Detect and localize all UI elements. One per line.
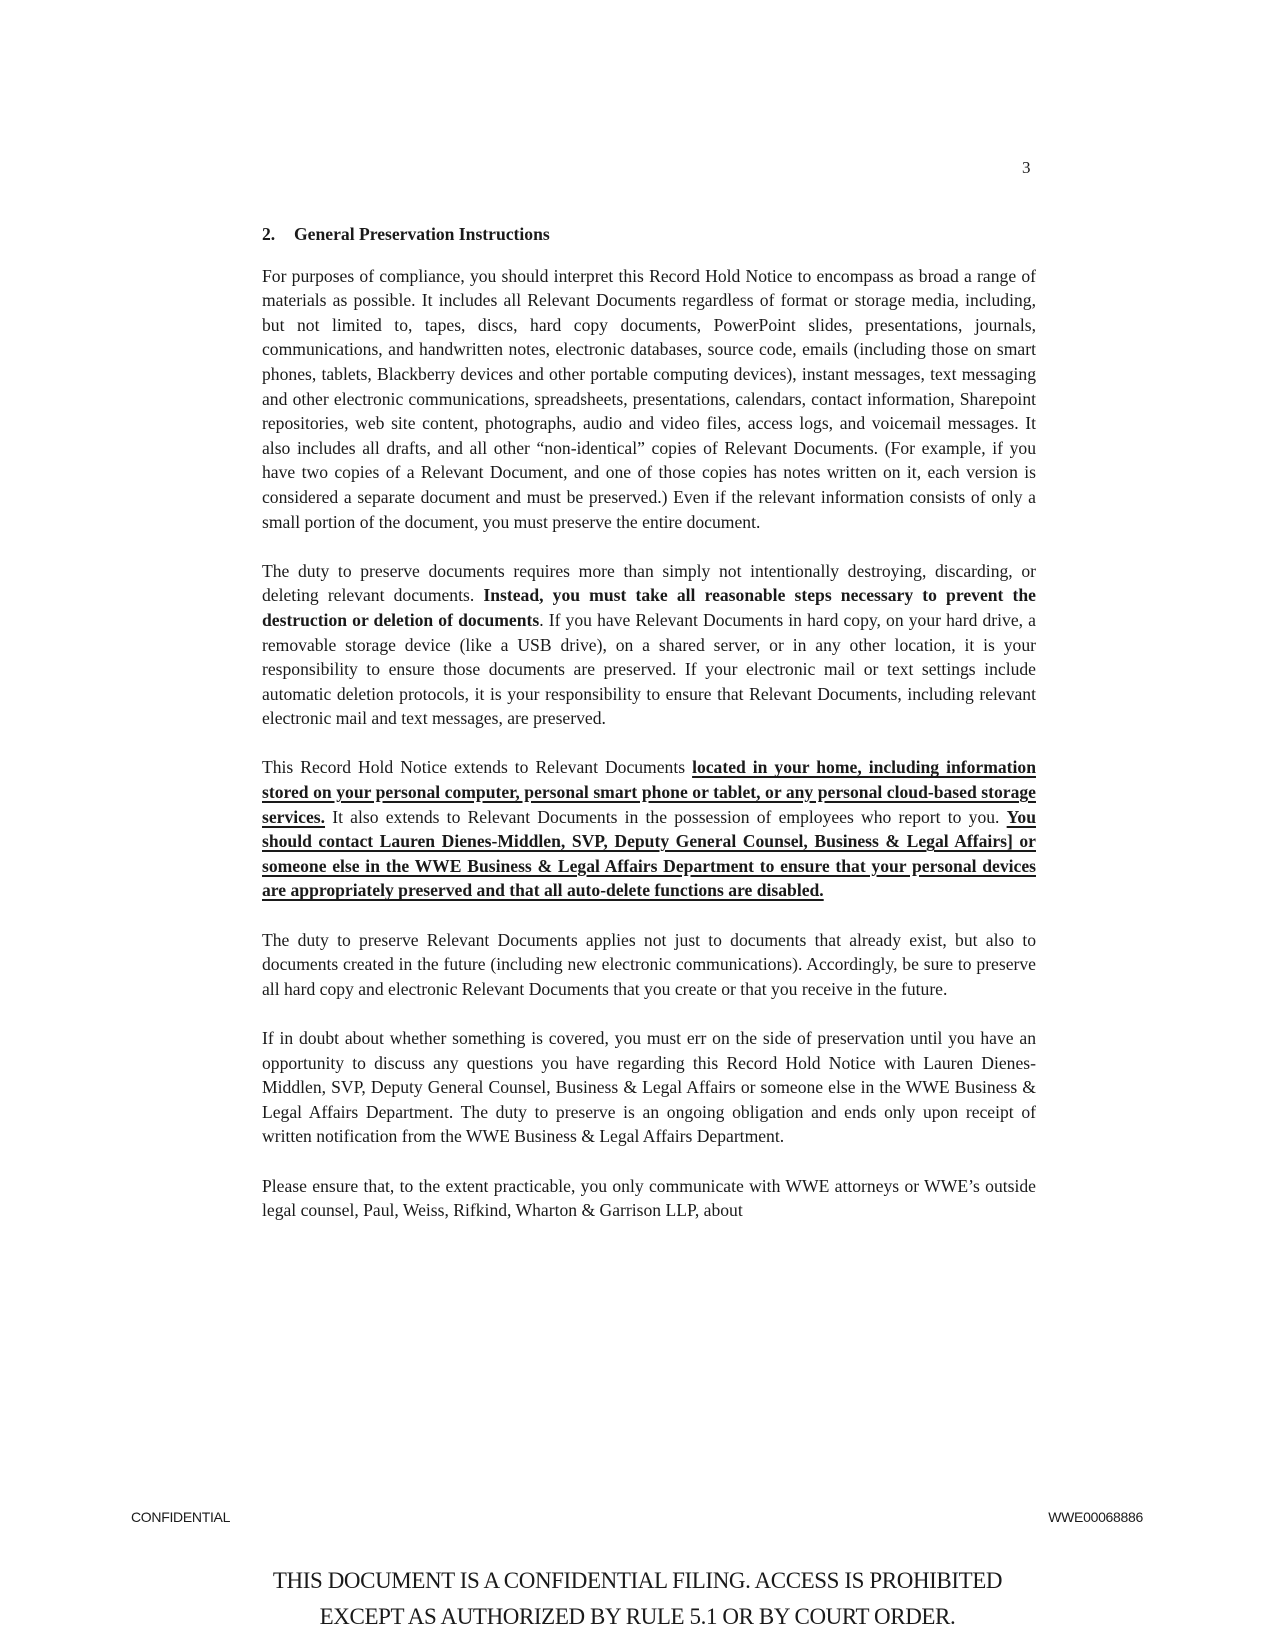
paragraph-personal-devices xyxy=(262,755,1036,903)
emphasis-text: You should contact Lauren Dienes-Middlen, SVP, Deputy General Counsel, Business & Legal Affairs] or someone else in the WWE Business & Legal Affairs Department to ensure that your personal devices are appropriately preserved and that all auto-delete functions are disabled. xyxy=(262,806,1036,901)
text: It also extends to Relevant Documents in the possession of employees who report to you. xyxy=(325,806,1007,827)
text: This Record Hold Notice extends to Relevant Documents xyxy=(262,757,693,778)
emphasis-text: located in your home, including information stored on your personal computer, personal smart phone or tablet, or any personal cloud-based storage services. xyxy=(262,757,1036,827)
paragraph-scope: For purposes of compliance, you should interpret this Record Hold Notice to encompass as broad a range of materials as possible. It includes all Relevant Documents regardless of format or storage media, including, but not limited to, tapes, discs, hard copy documents, PowerPoint slides, presentations, journals, communications, and handwritten notes, electronic databases, source code, emails (including those on smart phones, tablets, Blackberry devices and other portable computing devices), instant messages, text messaging and other electronic communications, spreadsheets, presentations, calendars, contact information, Sharepoint repositories, web site content, photographs, audio and video files, access logs, and voicemail messages. It also includes all drafts, and all other “non-identical” copies of Relevant Documents. (For example, if you have two copies of a Relevant Document, and one of those copies has notes written on it, each version is considered a separate document and must be preserved.) Even if the relevant information consists of only a small portion of the document, you must preserve the entire document. xyxy=(262,265,1036,532)
section-heading xyxy=(262,222,1036,247)
paragraph-communications: Please ensure that, to the extent practicable, you only communicate with WWE attorneys or WWE’s outside legal counsel, Paul, Weiss, Rifkind, Wharton & Garrison LLP, about xyxy=(262,1175,1036,1221)
banner-line: THIS DOCUMENT IS A CONFIDENTIAL FILING. ACCESS IS PROHIBITED xyxy=(272,1568,1003,1593)
section-number: 2. xyxy=(262,224,276,244)
confidential-label: CONFIDENTIAL xyxy=(131,1509,231,1525)
confidential-filing-banner xyxy=(0,1563,1275,1635)
banner-line: EXCEPT AS AUTHORIZED BY RULE 5.1 OR BY COURT ORDER. xyxy=(319,1604,956,1629)
paragraph-doubt: If in doubt about whether something is covered, you must err on the side of preservation until you have an opportunity to discuss any questions you have regarding this Record Hold Notice with Lauren Dienes-Middlen, SVP, Deputy General Counsel, Business & Legal Affairs or someone else in the WWE Business & Legal Affairs Department. The duty to preserve is an ongoing obligation and ends only upon receipt of written notification from the WWE Business & Legal Affairs Department. xyxy=(262,1028,1036,1147)
section-title: General Preservation Instructions xyxy=(294,224,550,244)
paragraph-duty-to-preserve xyxy=(262,559,1036,731)
bates-number: WWE00068886 xyxy=(1048,1509,1143,1525)
paragraph-future-documents: The duty to preserve Relevant Documents applies not just to documents that already exist, but also to documents created in the future (including new electronic communications). Accordingly, be sure to preserve all hard copy and electronic Relevant Documents that you create or that you receive in the future. xyxy=(262,929,1036,999)
text: The duty to preserve documents requires more than simply not intentionally destroying, discarding, or deleting relevant documents. xyxy=(262,560,1036,606)
document-body xyxy=(262,222,1036,1247)
emphasis-text: Instead, you must take all reasonable steps necessary to prevent the destruction or deletion of documents xyxy=(262,585,1036,630)
page-number: 3 xyxy=(1022,158,1031,177)
text: . If you have Relevant Documents in hard copy, on your hard drive, a removable storage device (like a USB drive), on a shared server, or in any other location, it is your responsibility to ensure those documents are preserved. If your electronic mail or text settings include automatic deletion protocols, it is your responsibility to ensure that Relevant Documents, including relevant electronic mail and text messages, are preserved. xyxy=(262,609,1036,729)
